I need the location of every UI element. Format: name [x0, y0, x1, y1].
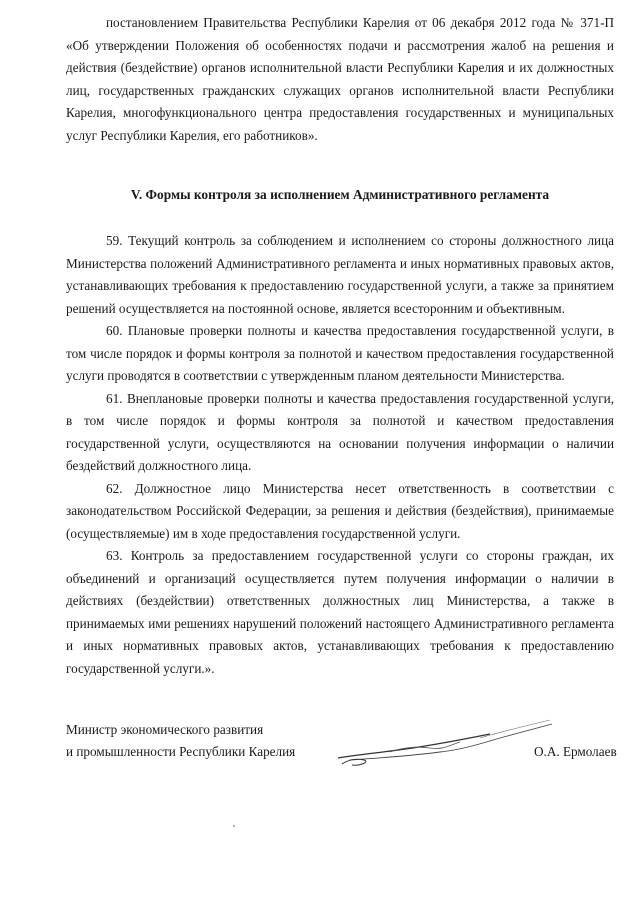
signatory-title	[66, 719, 366, 763]
signatory-title-line2: и промышленности Республики Карелия	[66, 744, 296, 759]
section-title: V. Формы контроля за исполнением Административного регламента	[130, 187, 550, 202]
intro-paragraph: постановлением Правительства Республики Карелия от 06 декабря 2012 года № 371-П «Об утверждении Положения об особенностях подачи и рассмотрения жалоб на решения и действия (бездействие) органов исполнительной власти Республики Карелия и их должностных лиц, государственных гражданских служащих органов исполнительной власти Республики Карелия, многофункционального центра предоставления государственных и муниципальных услуг Республики Карелия, его работников».	[66, 15, 614, 143]
signatory-name: О.А. Ермолаев	[534, 744, 617, 759]
paragraph-63: 63. Контроль за предоставлением государственной услуги со стороны граждан, их объединений и организаций осуществляется путем получения информации о наличии в действиях (бездействии) ответственных должностных лиц Министерства, а также в принимаемых ими решениях нарушений положений настоящего Административного регламента и иных нормативных правовых актов, устанавливающих требования к предоставлению государственной услуги.».	[66, 548, 614, 676]
paragraphs-container	[66, 230, 614, 680]
signatory-title-line1: Министр экономического развития	[66, 722, 264, 737]
paragraph-61: 61. Внеплановые проверки полноты и качества предоставления государственной услуги, в том числе порядок и формы контроля за полнотой и качеством предоставления государственной услуги, осуществляются на основании получения информации о наличии бездействий должностного лица.	[66, 390, 614, 473]
scan-speck	[233, 825, 235, 827]
paragraph-59: 59. Текущий контроль за соблюдением и исполнением со стороны должностного лица Министерства положений Административного регламента и иных нормативных правовых актов, устанавливающих требования к предоставлению государственной услуги, а также за принятием решений осуществляется на постоянной основе, является всесторонним и объективным.	[66, 233, 614, 316]
paragraph-62: 62. Должностное лицо Министерства несет ответственность в соответствии с законодательством Российской Федерации, за решения и действия (бездействия), принимаемые (осуществляемые) им в ходе предоставления государственной услуги.	[66, 480, 614, 541]
paragraph-60: 60. Плановые проверки полноты и качества предоставления государственной услуги, в том числе порядок и формы контроля за полнотой и качеством предоставления государственной услуги проводятся в соответствии с утвержденным планом деятельности Министерства.	[66, 323, 614, 383]
handwritten-signature	[330, 708, 560, 768]
